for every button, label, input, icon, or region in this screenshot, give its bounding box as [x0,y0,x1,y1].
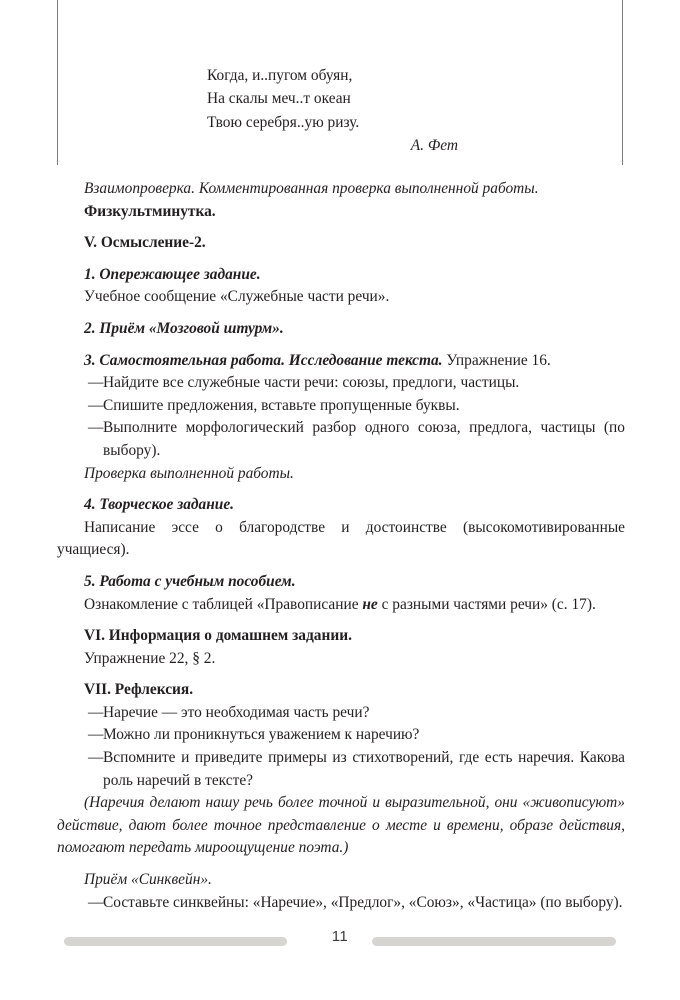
spacer [57,255,625,264]
list-item-text: Можно ли проникнуться уважением к наречию? [103,726,420,744]
heading-task-2: 2. Приём «Мозговой штурм». [84,319,284,337]
heading-task-3-exercise: Упражнение 16. [442,351,551,369]
heading-task-4: 4. Творческое задание. [84,496,235,514]
spacer [57,562,625,571]
list-item [57,395,625,418]
document-body [57,178,625,914]
list-item [57,372,625,395]
paragraph-vzaimoproverka: Взаимопроверка. Комментированная проверка выполненной работы. [84,180,539,197]
page-number: 11 [331,928,349,945]
list-item-text: Составьте синквейны: «Наречие», «Предлог», «Союз», «Частица» (по выбору). [103,893,623,911]
list-item [57,724,625,747]
spacer [57,485,625,494]
list-item-text: Вспомните и приведите примеры из стихотворений, где есть наречия. Какова роль наречий в тексте? [103,749,625,789]
paragraph-task-5 [57,594,625,617]
paragraph-sinkvein: Приём «Синквейн». [84,871,212,889]
poem-line: На скалы меч..т океан [207,90,351,108]
heading-task-3 [57,350,625,373]
heading-osmyslenie: V. Осмысление-2. [84,234,206,252]
spacer [57,309,625,318]
paragraph-task-1: Учебное сообщение «Служебные части речи». [84,288,390,306]
poem-line: Твою серебря..ую ризу. [207,113,360,131]
page-footer [0,928,680,954]
heading-reflection: VII. Рефлексия. [84,681,194,699]
paragraph-reflection-answer: (Наречия делают нашу речь более точной и выразительной, они «живописуют» действие, дают более точное представление о месте и времени, образе действия, помогают передать мироощущение поэта.) [57,794,625,857]
spacer [57,860,625,869]
em-dash-icon: — [88,726,104,744]
spacer [57,616,625,625]
poem-text [57,64,625,157]
list-item [57,892,625,915]
em-dash-icon: — [88,374,104,392]
paragraph-proverka: Проверка выполненной работы. [84,464,294,482]
list-item-text: Спишите предложения, вставьте пропущенные буквы. [103,396,460,414]
em-dash-icon: — [88,749,104,767]
paragraph-homework: Упражнение 22, § 2. [84,649,216,667]
heading-task-5: 5. Работа с учебным пособием. [84,572,296,590]
list-item [57,417,625,462]
em-dash-icon: — [88,893,104,911]
list-item [57,702,625,725]
list-item [57,747,625,792]
spacer [57,670,625,679]
paragraph-task-5-emphasis: не [362,595,378,613]
spacer [57,341,625,350]
heading-task-3-label: 3. Самостоятельная работа. Исследование текста. [84,351,443,369]
paragraph-fizkultminutka: Физкультминутка. [84,202,216,220]
em-dash-icon: — [88,419,104,437]
heading-homework: VI. Информация о домашнем задании. [84,627,352,645]
list-item-text: Найдите все служебные части речи: союзы, предлоги, частицы. [103,374,520,392]
em-dash-icon: — [88,703,104,721]
poem-author: А. Фет [410,136,458,154]
list-item-text: Наречие — это необходимая часть речи? [103,703,370,721]
list-item-text: Выполните морфологический разбор одного союза, предлога, частицы (по выбору). [103,419,625,459]
em-dash-icon: — [88,396,104,414]
paragraph-task-5-b: с разными частями речи» (с. 17). [377,595,596,613]
spacer [57,223,625,232]
poem-line: Когда, и..пугом обуян, [207,67,353,84]
heading-task-1: 1. Опережающее задание. [84,265,261,283]
paragraph-task-4: Написание эссе о благородстве и достоинстве (высокомотивированные учащиеся). [57,518,625,559]
paragraph-task-5-a: Ознакомление с таблицей «Правописание [84,595,363,613]
